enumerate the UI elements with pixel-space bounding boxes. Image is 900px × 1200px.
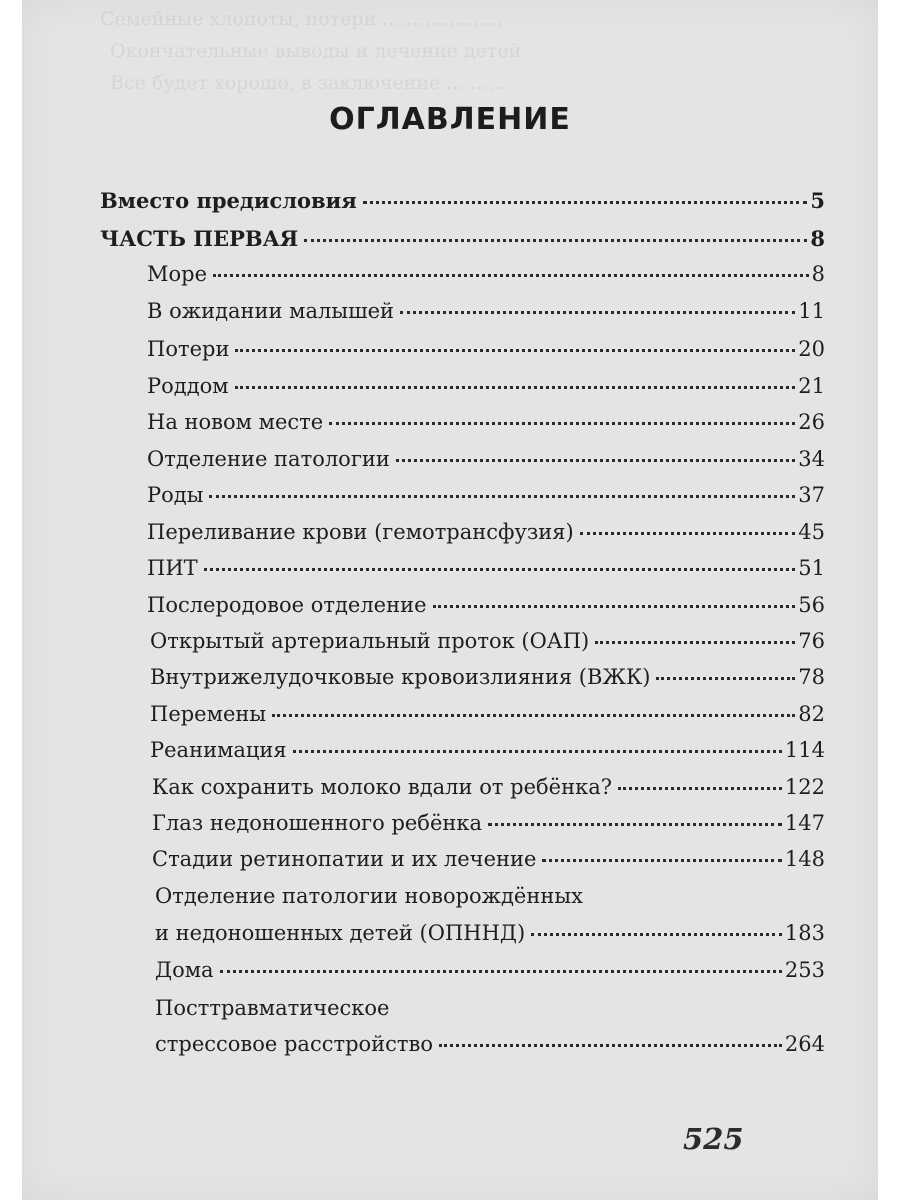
toc-entry-label-line2: стрессовое расстройство: [155, 1032, 434, 1056]
toc-entry-label: Глаз недоношенного ребёнка: [152, 811, 483, 835]
toc-entry-page: 26: [798, 410, 825, 434]
toc-entry-page: 82: [798, 702, 825, 726]
toc-entry-label: ПИТ: [147, 556, 198, 580]
toc-entry[interactable]: [147, 406, 825, 438]
page-number: 525: [683, 1122, 744, 1156]
toc-entry-label-line2: и недоношенных детей (ОПННД): [155, 921, 526, 945]
dot-leader: [220, 970, 782, 973]
toc-entry-label: Стадии ретинопатии и их лечение: [152, 847, 537, 871]
toc-entry[interactable]: [155, 954, 825, 986]
dot-leader: [235, 349, 795, 352]
toc-entry-page: 76: [798, 629, 825, 653]
dot-leader: [329, 422, 795, 425]
toc-entry[interactable]: [147, 333, 825, 365]
dot-leader: [618, 787, 782, 790]
toc-entry-page: 34: [798, 447, 825, 471]
toc-entry-label: На новом месте: [147, 410, 324, 434]
toc-entry-page: 264: [784, 1032, 825, 1056]
dot-leader: [580, 532, 796, 535]
toc-entry[interactable]: [147, 589, 825, 621]
toc-entry-label: Роддом: [147, 374, 229, 398]
dot-leader: [235, 386, 796, 389]
page-title: ОГЛАВЛЕНИЕ: [329, 102, 571, 137]
toc-entry-label: ЧАСТЬ ПЕРВАЯ: [100, 226, 299, 251]
dot-leader: [213, 274, 809, 277]
dot-leader: [656, 677, 795, 680]
dot-leader: [542, 859, 781, 862]
toc-entry-page: 253: [784, 958, 825, 982]
dot-leader: [204, 568, 796, 571]
toc-entry-label: Переливание крови (гемотрансфузия): [147, 520, 574, 544]
toc-entry-label: Как сохранить молоко вдали от ребёнка?: [152, 775, 612, 799]
dot-leader: [433, 605, 796, 608]
toc-entry-page: 148: [784, 847, 825, 871]
dot-leader: [400, 311, 795, 314]
toc-entry-page: 11: [798, 299, 825, 323]
toc-entry[interactable]: [152, 807, 825, 839]
dot-leader: [272, 714, 795, 717]
toc-entry-page: 183: [784, 921, 825, 945]
dot-leader: [595, 641, 795, 644]
show-through-text: Все будет хорошо, в заключение ..........: [110, 72, 507, 94]
toc-entry[interactable]: [147, 370, 825, 402]
toc-entry-page: 114: [784, 738, 825, 762]
toc-entry-label: Реанимация: [150, 738, 287, 762]
toc-entry-label: Открытый артериальный проток (ОАП): [150, 629, 590, 653]
toc-entry-page: 5: [810, 188, 825, 213]
toc-entry-label: Море: [147, 262, 208, 286]
toc-entry-label: Вместо предисловия: [100, 188, 357, 213]
toc-entry[interactable]: [155, 1028, 825, 1060]
toc-entry[interactable]: [150, 734, 825, 766]
toc-entry-page: 78: [798, 665, 825, 689]
toc-entry[interactable]: [152, 771, 825, 803]
toc-entry-label: В ожидании малышей: [147, 299, 395, 323]
toc-entry[interactable]: [147, 552, 825, 584]
toc-entry[interactable]: [147, 516, 825, 548]
toc-entry-label-line1: Отделение патологии новорождённых: [155, 884, 583, 908]
toc-entry[interactable]: [150, 625, 825, 657]
toc-entry-label: Внутрижелудочковые кровоизлияния (ВЖК): [150, 665, 651, 689]
dot-leader: [396, 459, 795, 462]
toc-entry-page: 45: [798, 520, 825, 544]
toc-entry-page: 56: [798, 593, 825, 617]
toc-entry-page: 51: [798, 556, 825, 580]
toc-entry-label: Роды: [147, 483, 204, 507]
toc-entry-page: 20: [798, 337, 825, 361]
toc-entry-page: 122: [784, 775, 825, 799]
dot-leader: [209, 495, 795, 498]
toc-entry-foreword[interactable]: [100, 185, 825, 217]
show-through-text: Окончательные выводы и лечение детей: [110, 40, 522, 62]
dot-leader: [293, 750, 782, 753]
toc-entry-part-one[interactable]: [100, 223, 825, 255]
toc-entry-page: 21: [798, 374, 825, 398]
toc-entry-label: Потери: [147, 337, 230, 361]
toc-entry[interactable]: [147, 443, 825, 475]
toc-entry-page: 8: [811, 262, 825, 286]
toc-entry[interactable]: [147, 295, 825, 327]
toc-entry-label-line1: Посттравматическое: [155, 996, 390, 1020]
dot-leader: [439, 1044, 782, 1047]
toc-entry-label: Отделение патологии: [147, 447, 390, 471]
toc-entry-label: Дома: [155, 958, 214, 982]
dot-leader: [363, 201, 808, 204]
dot-leader: [531, 933, 782, 936]
dot-leader: [488, 823, 782, 826]
toc-entry[interactable]: [147, 479, 825, 511]
dot-leader: [304, 239, 807, 242]
show-through-text: Семейные хлопоты, потери ....................: [100, 8, 504, 30]
toc-entry-label: Послеродовое отделение: [147, 593, 427, 617]
toc-entry[interactable]: [150, 661, 825, 693]
toc-entry[interactable]: [147, 258, 825, 290]
toc-entry[interactable]: [150, 698, 825, 730]
toc-entry-label: Перемены: [150, 702, 267, 726]
toc-entry[interactable]: [152, 843, 825, 875]
toc-entry[interactable]: [155, 917, 825, 949]
toc-entry-page: 8: [810, 226, 825, 251]
toc-entry-page: 147: [784, 811, 825, 835]
toc-entry-page: 37: [798, 483, 825, 507]
